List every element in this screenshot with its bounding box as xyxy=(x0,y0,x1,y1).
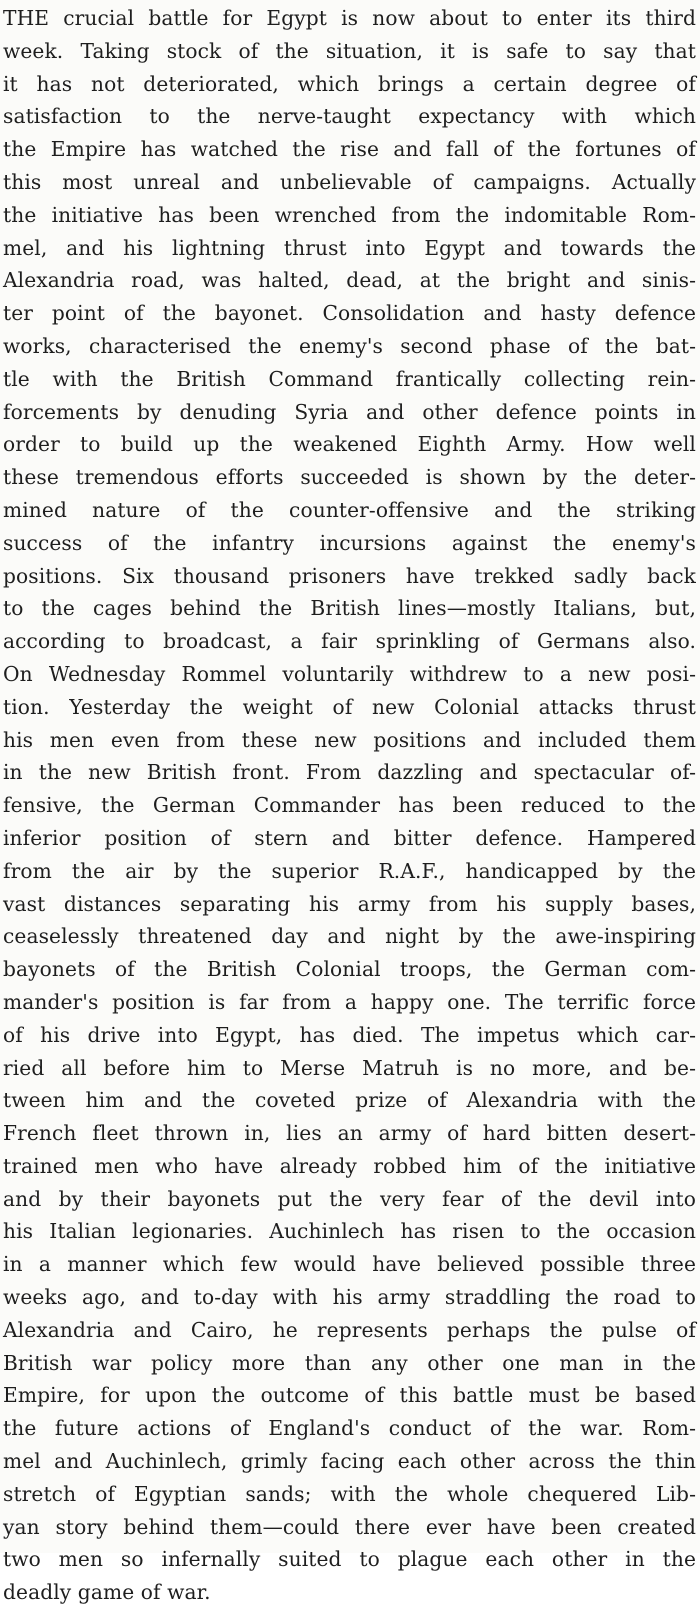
article-text-line: and by their bayonets put the very fear of the devil into xyxy=(3,1186,696,1211)
article-text-line: the future actions of England's conduct of the war. Rom- xyxy=(3,1416,696,1441)
article-text-line: from the air by the superior R.A.F., handicapped by the xyxy=(3,858,696,883)
article-text-line: On Wednesday Rommel voluntarily withdrew to a new posi- xyxy=(3,661,696,686)
article-text-line: in a manner which few would have believed possible three xyxy=(3,1252,696,1277)
article-text-line: Alexandria and Cairo, he represents perhaps the pulse of xyxy=(3,1317,696,1342)
article-text-line: his Italian legionaries. Auchinlech has risen to the occasion xyxy=(3,1219,696,1244)
article-text-line: mined nature of the counter-offensive and the striking xyxy=(3,497,696,522)
article-text-line: of his drive into Egypt, has died. The impetus which car- xyxy=(3,1022,696,1047)
article-text-line: mel and Auchinlech, grimly facing each other across the thin xyxy=(3,1449,696,1474)
article-text-line: weeks ago, and to-day with his army straddling the road to xyxy=(3,1285,696,1310)
article-text-line: THE crucial battle for Egypt is now about to enter its third xyxy=(3,6,696,30)
article-text-line: week. Taking stock of the situation, it is safe to say that xyxy=(3,38,696,63)
article-text-line: the initiative has been wrenched from the indomitable Rom- xyxy=(3,202,696,227)
article-text-line: according to broadcast, a fair sprinkling of Germans also. xyxy=(3,629,696,654)
article-text-line: yan story behind them—could there ever have been created xyxy=(3,1514,696,1539)
article-text-line: his men even from these new positions and included them xyxy=(3,727,696,752)
article-text-line: two men so infernally suited to plague each other in the xyxy=(3,1547,696,1572)
article-text-line: ried all before him to Merse Matruh is no more, and be- xyxy=(3,1055,696,1080)
article-text-line: tion. Yesterday the weight of new Colonial attacks thrust xyxy=(3,694,696,719)
article-text-line: inferior position of stern and bitter defence. Hampered xyxy=(3,825,696,850)
article-text-line: bayonets of the British Colonial troops, the German com- xyxy=(3,957,696,982)
article-text-line: tle with the British Command frantically collecting rein- xyxy=(3,366,696,391)
article-text-line: to the cages behind the British lines—mostly Italians, but, xyxy=(3,596,696,621)
article-text-line: it has not deteriorated, which brings a certain degree of xyxy=(3,71,696,96)
article-text-line: trained men who have already robbed him of the initiative xyxy=(3,1153,696,1178)
article-text-line: fensive, the German Commander has been reduced to the xyxy=(3,793,696,818)
article-text-line: mel, and his lightning thrust into Egypt and towards the xyxy=(3,235,696,260)
article-column xyxy=(0,2,700,1609)
article-text-line: ter point of the bayonet. Consolidation and hasty defence xyxy=(3,301,696,326)
article-text-line: stretch of Egyptian sands; with the whole chequered Lib- xyxy=(3,1481,696,1506)
article-text-line: this most unreal and unbelievable of campaigns. Actually xyxy=(3,169,696,194)
article-text-line: Empire, for upon the outcome of this battle must be based xyxy=(3,1383,696,1408)
article-text-line: mander's position is far from a happy one. The terrific force xyxy=(3,989,696,1014)
article-text-line: the Empire has watched the rise and fall of the fortunes of xyxy=(3,137,696,162)
article-text-line: success of the infantry incursions against the enemy's xyxy=(3,530,696,555)
article-text-line: ceaselessly threatened day and night by the awe-inspiring xyxy=(3,924,696,949)
article-text-line: works, characterised the enemy's second phase of the bat- xyxy=(3,333,696,358)
article-text-line: British war policy more than any other one man in the xyxy=(3,1350,696,1375)
article-text-line: order to build up the weakened Eighth Army. How well xyxy=(3,432,696,457)
article-text-line: forcements by denuding Syria and other defence points in xyxy=(3,399,696,424)
article-text-line: these tremendous efforts succeeded is shown by the deter- xyxy=(3,465,696,490)
article-text-line: deadly game of war. xyxy=(3,1580,211,1605)
article-text-line: in the new British front. From dazzling and spectacular of- xyxy=(3,760,696,785)
article-text-line: satisfaction to the nerve-taught expectancy with which xyxy=(3,104,696,129)
article-text-line: Alexandria road, was halted, dead, at the bright and sinis- xyxy=(3,268,696,293)
article-text-line: vast distances separating his army from his supply bases, xyxy=(3,891,696,916)
article-text-line: French fleet thrown in, lies an army of hard bitten desert- xyxy=(3,1121,696,1146)
article-text-line: tween him and the coveted prize of Alexandria with the xyxy=(3,1088,696,1113)
article-text-line: positions. Six thousand prisoners have trekked sadly back xyxy=(3,563,696,588)
